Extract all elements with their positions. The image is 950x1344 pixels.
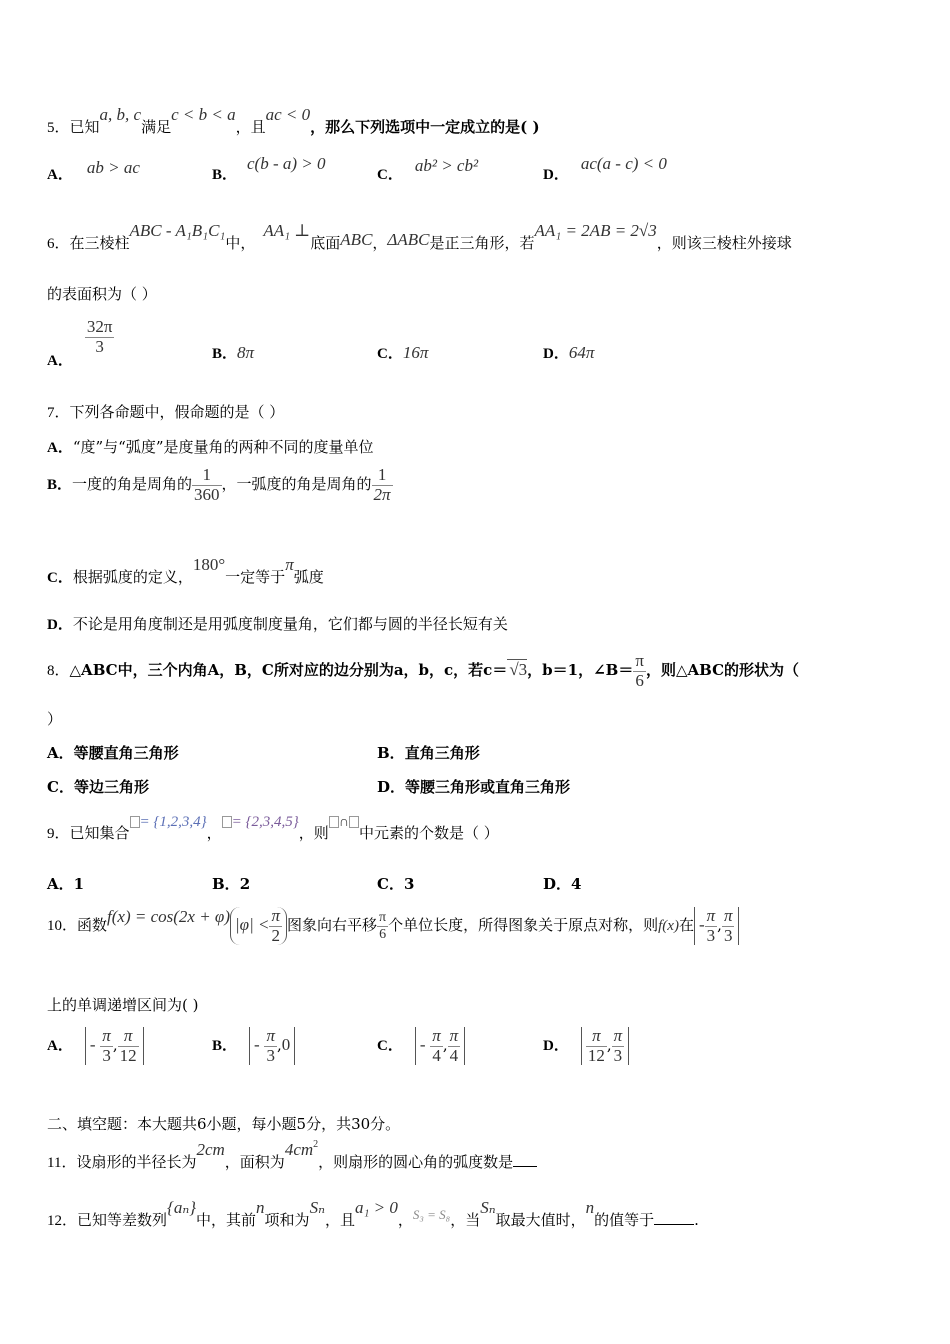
fraction [118,1027,139,1065]
math-expr: = {2,3,4,5} [231,814,299,830]
numerator: π [449,1026,459,1045]
math-expr: ∩ [338,815,349,830]
option-label: A． [47,167,73,183]
denominator: 12 [587,1045,605,1065]
condition-paren [230,907,287,945]
exponent: 2 [313,1139,319,1150]
option-d[interactable] [377,776,570,797]
fraction [372,466,393,504]
stem-text: ，则 [298,824,329,842]
math-expr: 180° [192,555,226,574]
option-label: A． [47,1038,73,1055]
question-number: 10． [47,918,78,935]
option-label: D． [47,617,73,633]
question-number: 5． [47,120,70,136]
numerator: 1 [372,466,393,486]
math-expr: Sₙ [480,1198,496,1217]
fraction [192,466,222,504]
question-6-stem [47,221,792,253]
numerator: π [613,1026,623,1045]
option-math: 8π [237,343,255,362]
option-text: 不论是用角度制还是用弧度制度量角，它们都与圆的半径长短有关 [72,615,508,633]
math-expr: 2cm [196,1140,225,1159]
math-expr: AA₁ ⊥ [263,221,311,240]
denominator: 4 [449,1045,459,1065]
stem-text: 中元素的个数是（ ） [358,824,499,842]
option-a[interactable] [47,742,179,763]
option-c[interactable] [377,156,479,184]
option-c[interactable] [377,1027,465,1065]
fraction [633,652,646,690]
interval-bracket: - $\frac{\pi}{3}$ , $\frac{\pi}{3}$ [694,907,740,945]
numerator: π [102,1026,111,1045]
stem-text: 已知等差数列 [77,1211,168,1229]
math-expr: π [285,555,294,574]
option-text: “度”与“弧度”是度量角的两种不同的度量单位 [72,438,374,456]
option-label: D． [543,1038,569,1055]
question-9-stem [47,814,499,843]
math-expr: ac < 0 [265,105,311,124]
option-label: D． [377,778,406,796]
numerator: π [266,1026,275,1045]
option-math: ab > ac [86,158,140,177]
numerator: π [379,910,387,926]
option-math: 64π [568,343,595,362]
stem-text: 底面 [310,234,341,252]
option-label: C． [377,167,403,183]
stem-text: 函数 [77,916,108,935]
math-expr: c < b < a [171,105,236,124]
math-expr: √3 [509,660,528,680]
math-expr: 4cm [284,1140,314,1159]
option-label: D． [543,346,569,362]
stem-text: ，当 [450,1211,481,1229]
fraction [430,1027,443,1065]
stem-text: 是正三角形，若 [429,234,535,252]
denominator: 4 [432,1045,441,1065]
option-text: ，一弧度的角是周角的 [221,475,372,494]
stem-text: 中，其前 [196,1211,257,1229]
option-fraction [85,318,115,356]
stem-text: 中， [225,234,256,252]
option-c[interactable] [47,776,149,797]
math-expr: f(x) = cos(2x + φ) [107,907,230,927]
math-expr: = {1,2,3,4} [139,814,207,830]
question-number: 7． [47,405,70,421]
stem-text: 在三棱柱 [69,234,130,252]
question-8-stem [47,652,799,690]
interval-bracket: - $\frac{\pi}{3}$ ,0 [249,1027,295,1065]
math-expr: ABC - A₁B₁C₁ [129,221,226,240]
question-number: 12． [47,1213,78,1229]
numerator: 1 [192,466,222,486]
option-c[interactable] [377,873,414,894]
math-expr: a₁ > 0 [354,1198,398,1217]
fraction [100,1027,113,1065]
fraction [377,910,388,942]
option-math: c(b - a) > 0 [247,154,326,173]
option-a[interactable] [47,158,140,184]
question-7-stem [47,401,284,422]
option-b[interactable] [212,154,326,184]
fraction [269,907,282,945]
denominator: 3 [706,925,716,945]
stem-text: ， [206,824,222,842]
option-text: 等腰直角三角形 [73,744,179,762]
numerator: π [118,1027,139,1047]
stem-text: ，则△ABC的形状为（ [645,661,800,680]
option-label: B． [47,477,73,494]
option-text: 3 [403,875,415,893]
math-expr: n [256,1198,265,1217]
option-text: 弧度 [293,568,324,586]
interval-bound: 0 [281,1035,291,1055]
fraction [586,1027,607,1065]
question-6-stem-cont: 的表面积为（ ） [47,285,157,303]
option-text: 等边三角形 [73,778,149,796]
option-label: A． [47,744,74,762]
option-label: D． [543,167,569,183]
math-expr: a, b, c [99,105,142,124]
option-text: 1 [73,875,85,893]
denominator: 3 [613,1045,623,1065]
option-b[interactable] [377,742,480,763]
numerator: π [432,1026,441,1045]
option-label: A． [47,875,74,893]
denominator: 2π [373,484,391,504]
math-expr: ABC [340,230,373,249]
stem-text: . [694,1211,699,1229]
stem-text: 的值等于 [594,1211,655,1229]
numerator: 32π [86,317,113,336]
stem-text: 设扇形的半径长为 [76,1153,197,1171]
denominator: 2 [271,925,280,945]
fraction [264,1027,277,1065]
option-label: C． [47,778,74,796]
minus-sign: - [419,1035,426,1055]
question-11-stem [47,1139,537,1172]
stem-text: ， [372,234,388,252]
stem-text: 下列各命题中，假命题的是（ ） [69,403,285,421]
option-b[interactable] [212,342,254,363]
set-a-placeholder-icon [329,816,339,828]
fraction [705,907,718,945]
option-text: 直角三角形 [404,744,480,762]
option-label: A． [47,440,73,456]
math-expr: {aₙ} [167,1198,197,1217]
stem-text: 项和为 [264,1211,310,1229]
denominator: 3 [102,1045,111,1065]
option-d[interactable] [543,1027,629,1065]
option-label: B． [377,744,405,762]
numerator: π [271,906,281,925]
stem-text: 个单位长度，所得图象关于原点对称，则 [388,916,659,935]
stem-text: 满足 [141,118,172,136]
option-label: C． [377,346,403,362]
option-label: B． [212,167,238,183]
question-number: 6． [47,236,70,252]
math-expr: ΔABC [387,230,430,249]
option-text: 等腰三角形或直角三角形 [405,778,571,796]
denominator: 360 [194,484,220,504]
option-math: ab² > cb² [414,156,479,175]
stem-text: ，b＝1，∠B＝ [527,661,634,680]
stem-text: ， [397,1211,413,1229]
numerator: π [586,1027,607,1047]
numerator: π [723,906,733,925]
option-c[interactable] [377,342,428,363]
option-text: 一度的角是周角的 [72,475,193,494]
denominator: 3 [95,336,104,356]
question-12-stem [47,1198,699,1230]
option-d[interactable] [543,154,667,184]
option-text: 根据弧度的定义， [72,568,193,586]
section-heading: 二、填空题：本大题共6小题，每小题5分，共30分。 [47,1115,401,1133]
stem-text: △ABC中，三个内角A，B，C所对应的边分别为a，b，c，若c＝ [69,661,508,680]
denominator: 12 [119,1045,137,1065]
option-a[interactable] [47,873,84,894]
denominator: 6 [379,926,387,942]
option-label: D． [543,875,572,893]
denominator: 3 [266,1045,275,1065]
stem-text: 图象向右平移 [287,916,378,935]
question-10-stem [47,907,739,945]
math-expr: S₃ = S₈ [412,1207,451,1222]
denominator: 3 [723,925,733,945]
minus-sign: - [89,1035,96,1055]
option-label: A． [47,353,73,370]
stem-text: ，则扇形的圆心角的弧度数是 [318,1153,514,1171]
math-expr: n [585,1198,595,1217]
question-number: 8． [47,663,70,680]
stem-text: ，面积为 [224,1153,285,1171]
question-5-stem [47,105,540,137]
question-8-stem-cont: ） [47,710,63,728]
option-text: 2 [239,875,251,893]
answer-blank[interactable] [513,1166,537,1167]
stem-text: ，且 [235,118,266,136]
option-label: C． [377,875,404,893]
question-number: 9． [47,826,70,842]
stem-text: ，那么下列选项中一定成立的是( ) [310,118,540,136]
option-a[interactable] [47,1027,144,1065]
stem-text: ，且 [324,1211,355,1229]
minus-sign: - [698,915,705,935]
math-expr: |φ| < [235,915,270,935]
math-expr: AA₁ = 2AB = 2√3 [534,221,657,240]
question-number: 11． [47,1155,77,1171]
option-math: 16π [402,343,429,362]
interval-bracket: - $\frac{\pi}{3}$ , $\frac{\pi}{12}$ [85,1027,144,1065]
stem-text: 已知 [69,118,100,136]
option-label: B． [212,1038,238,1055]
numerator: π [635,651,644,670]
option-b[interactable] [212,873,250,894]
interval-bracket: $\frac{\pi}{12}$ , $\frac{\pi}{3}$ [581,1027,629,1065]
option-b[interactable] [47,466,393,504]
option-text: 一定等于 [225,568,286,586]
fraction [448,1027,461,1065]
option-label: B． [212,875,240,893]
answer-blank[interactable] [654,1224,694,1225]
stem-text: ，则该三棱柱外接球 [656,234,792,252]
option-text: 4 [571,875,582,893]
fraction [722,907,735,945]
option-label: B． [212,346,238,362]
set-a-placeholder-icon [130,816,140,828]
option-d[interactable] [47,613,508,634]
stem-text: 取最大值时， [495,1211,586,1229]
minus-sign: - [254,1035,260,1055]
interval-bracket: - $\frac{\pi}{4}$ , $\frac{\pi}{4}$ [415,1027,465,1065]
question-10-stem-cont: 上的单调递增区间为( ) [47,996,199,1014]
option-d[interactable] [543,873,581,894]
option-d[interactable] [543,342,594,363]
set-b-placeholder-icon [349,816,359,828]
set-b-placeholder-icon [222,816,232,828]
math-expr: Sₙ [309,1198,325,1217]
option-c[interactable] [47,555,324,587]
option-a[interactable] [47,436,374,457]
option-b[interactable] [212,1027,295,1065]
option-label: C． [47,570,73,586]
math-expr: f(x) [658,918,679,935]
fraction [612,1027,625,1065]
numerator: π [706,906,716,925]
stem-text: 在 [678,916,694,935]
option-math: ac(a - c) < 0 [580,154,667,173]
option-a[interactable] [47,317,114,370]
option-label: C． [377,1038,403,1055]
denominator: 6 [635,670,644,690]
stem-text: 已知集合 [69,824,130,842]
